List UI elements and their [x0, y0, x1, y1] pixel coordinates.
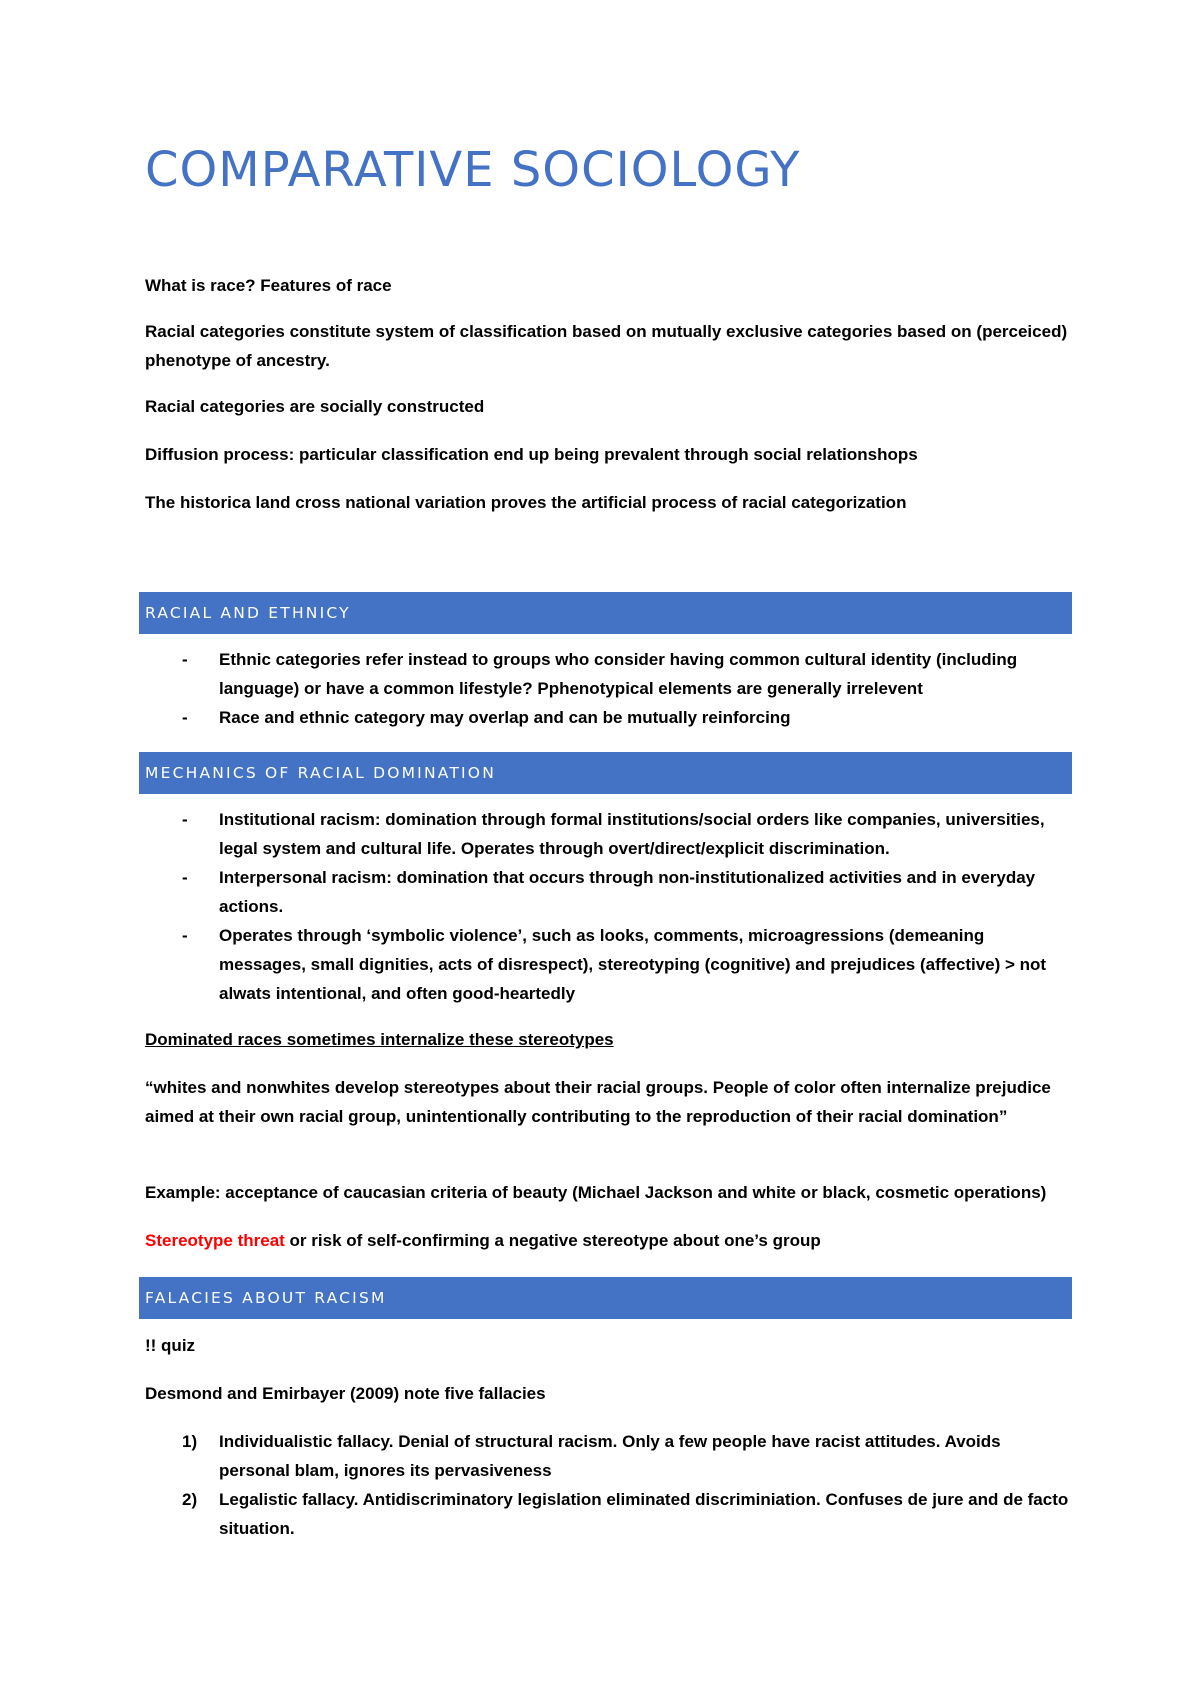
section-heading-racial-ethnicy — [139, 592, 1072, 634]
section-heading-mechanics — [139, 752, 1072, 794]
list-item-text: Operates through ‘symbolic violence’, such as looks, comments, microagressions (demeaning messages, small dignities, acts of disrespect), stereotyping (cognitive) and prejudices (affective) > not alwats intentional, and often good-heartedly — [219, 926, 1047, 1003]
section-heading-label: FALACIES ABOUT RACISM — [145, 1289, 387, 1307]
list-item — [145, 863, 1075, 921]
list-item-text: Interpersonal racism: domination that occurs through non-institutionalized activities and in everyday actions. — [219, 868, 1036, 916]
list-item — [145, 805, 1075, 863]
list-item-text: Institutional racism: domination through formal institutions/social orders like companies, universities, legal system and cultural life. Operates through overt/direct/explicit discrimination. — [219, 810, 1045, 858]
section-heading-falacies — [139, 1277, 1072, 1319]
list-number: 1) — [182, 1432, 198, 1451]
list-number: 2) — [182, 1490, 198, 1509]
stereotype-threat-term: Stereotype threat — [145, 1231, 285, 1250]
fallacies-list — [145, 1427, 1075, 1543]
bullet-dash: - — [182, 810, 188, 829]
intro-variation: The historica land cross national variation proves the artificial process of racial categorization — [145, 493, 907, 512]
intro-constructed: Racial categories are socially constructed — [145, 397, 485, 416]
document-title: COMPARATIVE SOCIOLOGY — [145, 142, 801, 198]
list-item-text: Legalistic fallacy. Antidiscriminatory legislation eliminated discriminiation. Confuses de jure and de facto situation. — [219, 1490, 1069, 1538]
section-heading-label: MECHANICS OF RACIAL DOMINATION — [145, 764, 496, 782]
intro-diffusion: Diffusion process: particular classification end up being prevalent through social relationshops — [145, 445, 918, 464]
list-item — [145, 1427, 1075, 1485]
intro-question: What is race? Features of race — [145, 276, 392, 295]
quote-paragraph: “whites and nonwhites develop stereotypes about their racial groups. People of color often internalize prejudice aimed at their own racial group, unintentionally contributing to the reproduction of their racial domination” — [145, 1078, 1051, 1126]
racial-ethnicy-list — [145, 645, 1075, 732]
list-item — [145, 703, 1075, 732]
list-item — [145, 1485, 1075, 1543]
quiz-note: !! quiz — [145, 1336, 196, 1355]
list-item-text: Ethnic categories refer instead to groups who consider having common cultural identity (including language) or have a common lifestyle? Pphenotypical elements are generally irrelevent — [219, 650, 1018, 698]
bullet-dash: - — [182, 868, 188, 887]
stereotype-threat-definition: or risk of self-confirming a negative stereotype about one’s group — [284, 1231, 821, 1250]
list-item-text: Race and ethnic category may overlap and can be mutually reinforcing — [219, 708, 791, 727]
list-item-text: Individualistic fallacy. Denial of structural racism. Only a few people have racist attitudes. Avoids personal blam, ignores its pervasiveness — [219, 1432, 1001, 1480]
list-item — [145, 645, 1075, 703]
intro-definition: Racial categories constitute system of classification based on mutually exclusive categories based on (perceiced) phenotype of ancestry. — [145, 322, 1068, 370]
list-item — [145, 921, 1075, 1008]
fallacies-intro: Desmond and Emirbayer (2009) note five fallacies — [145, 1384, 546, 1403]
stereotype-threat-paragraph — [145, 1226, 1075, 1255]
mechanics-list — [145, 805, 1075, 1008]
section-heading-label: RACIAL AND ETHNICY — [145, 604, 351, 622]
example-paragraph: Example: acceptance of caucasian criteria of beauty (Michael Jackson and white or black, cosmetic operations) — [145, 1183, 1047, 1202]
internalize-subheading: Dominated races sometimes internalize these stereotypes — [145, 1030, 614, 1049]
bullet-dash: - — [182, 708, 188, 727]
bullet-dash: - — [182, 650, 188, 669]
bullet-dash: - — [182, 926, 188, 945]
